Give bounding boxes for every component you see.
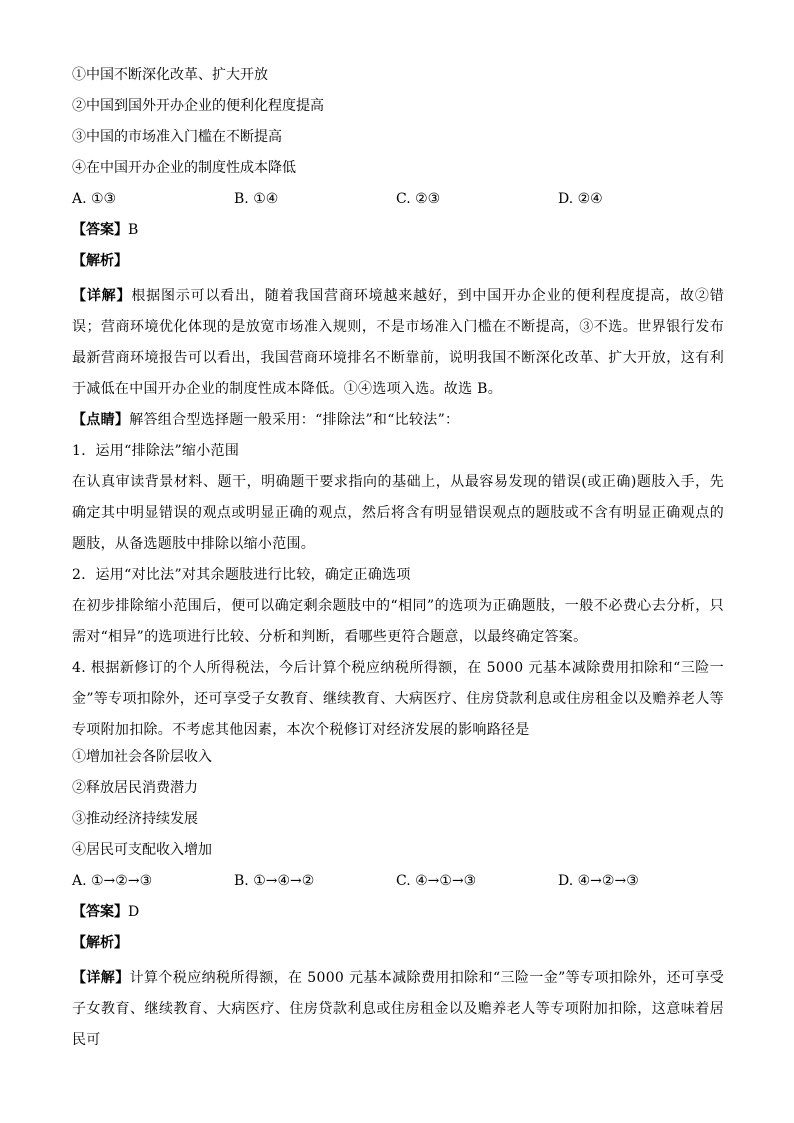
q3-method1-text: 在认真审读背景材料、题干，明确题干要求指向的基础上，从最容易发现的错误(或正确)题肢入手，先确定其中明显错误的观点或明显正确的观点，然后将含有明显错误观点的题肢或不含有明显正确观点的题肢，从备选题肢中排除以缩小范围。 [72, 474, 724, 552]
q4-statement-4: ④居民可支配收入增加 [72, 842, 212, 858]
q3-answer [72, 219, 724, 250]
q3-option-b: B. ①④ [234, 191, 279, 207]
q3-analysis-tag: 【解析】 [72, 253, 128, 269]
q4-detail [72, 963, 724, 1056]
q4-option-a: A. ①→②→③ [72, 873, 153, 889]
q4-option-c: C. ④→①→③ [396, 873, 477, 889]
q3-statement-1: ①中国不断深化改革、扩大开放 [72, 67, 268, 83]
q4-option-d: D. ④→②→③ [558, 873, 639, 889]
q4-stem: 4. 根据新修订的个人所得税法，今后计算个税应纳税所得额，在 5000 元基本减除费用扣除和“三险一金”等专项扣除外，还可享受子女教育、继续教育、大病医疗、住房贷款利息或住房租金以及赡养老人等专项附加扣除。不考虑其他因素，本次个税修订对经济发展的影响路径是 [72, 660, 724, 738]
q3-detail-tag: 【详解】 [72, 288, 132, 304]
q4-statement-2: ②释放居民消费潜力 [72, 780, 198, 796]
q3-detail-text: 根据图示可以看出，随着我国营商环境越来越好，到中国开办企业的便利程度提高，故②错误；营商环境优化体现的是放宽市场准入规则，不是市场准入门槛在不断提高，③不选。世界银行发布最新营商环境报告可以看出，我国营商环境排名不断靠前，说明我国不断深化改革、扩大开放，这有利于减低在中国开办企业的制度性成本降低。①④选项入选。故选 B。 [72, 288, 725, 397]
q4-answer-tag: 【答案】 [72, 904, 128, 920]
q3-tip [72, 405, 724, 436]
q3-option-a: A. ①③ [72, 191, 117, 207]
q4-detail-tag: 【详解】 [72, 970, 130, 986]
document-page [72, 64, 724, 1056]
q3-method1-title: 1．运用“排除法”缩小范围 [72, 443, 240, 459]
q4-analysis-tag: 【解析】 [72, 935, 128, 951]
q3-statement-list [72, 64, 724, 188]
q3-method2-title: 2．运用“对比法”对其余题肢进行比较，确定正确选项 [72, 567, 411, 583]
q4-detail-text: 计算个税应纳税所得额，在 5000 元基本减除费用扣除和“三险一金”等专项扣除外，还可享受子女教育、继续教育、大病医疗、住房贷款利息或住房租金以及赡养老人等专项附加扣除，这意味着居民可 [72, 970, 724, 1048]
q3-answer-value: B [128, 222, 139, 238]
q3-statement-3: ③中国的市场准入门槛在不断提高 [72, 129, 282, 145]
q3-tip-text: 解答组合型选择题一般采用：“排除法”和“比较法”： [129, 412, 460, 428]
q3-method2-text: 在初步排除缩小范围后，便可以确定剩余题肢中的“相同”的选项为正确题肢，一般不必费心去分析，只需对“相异”的选项进行比较、分析和判断，看哪些更符合题意，以最终确定答案。 [72, 598, 724, 645]
q4-statement-1: ①增加社会各阶层收入 [72, 749, 212, 765]
q4-statement-3: ③推动经济持续发展 [72, 811, 198, 827]
q4-options [72, 870, 724, 901]
q4-option-b: B. ①→④→② [234, 873, 315, 889]
q3-options [72, 188, 724, 219]
q3-answer-tag: 【答案】 [72, 222, 128, 238]
q3-option-d: D. ②④ [558, 191, 603, 207]
q4-answer-value: D [128, 904, 140, 920]
q4-analysis-heading [72, 932, 724, 963]
q3-statement-4: ④在中国开办企业的制度性成本降低 [72, 160, 296, 176]
q3-analysis-heading [72, 250, 724, 281]
q3-tip-tag: 【点睛】 [72, 412, 130, 428]
q4-statement-list [72, 746, 724, 870]
q3-option-c: C. ②③ [396, 191, 441, 207]
q3-detail [72, 281, 724, 405]
q4-answer [72, 901, 724, 932]
q3-statement-2: ②中国到国外开办企业的便利化程度提高 [72, 98, 324, 114]
